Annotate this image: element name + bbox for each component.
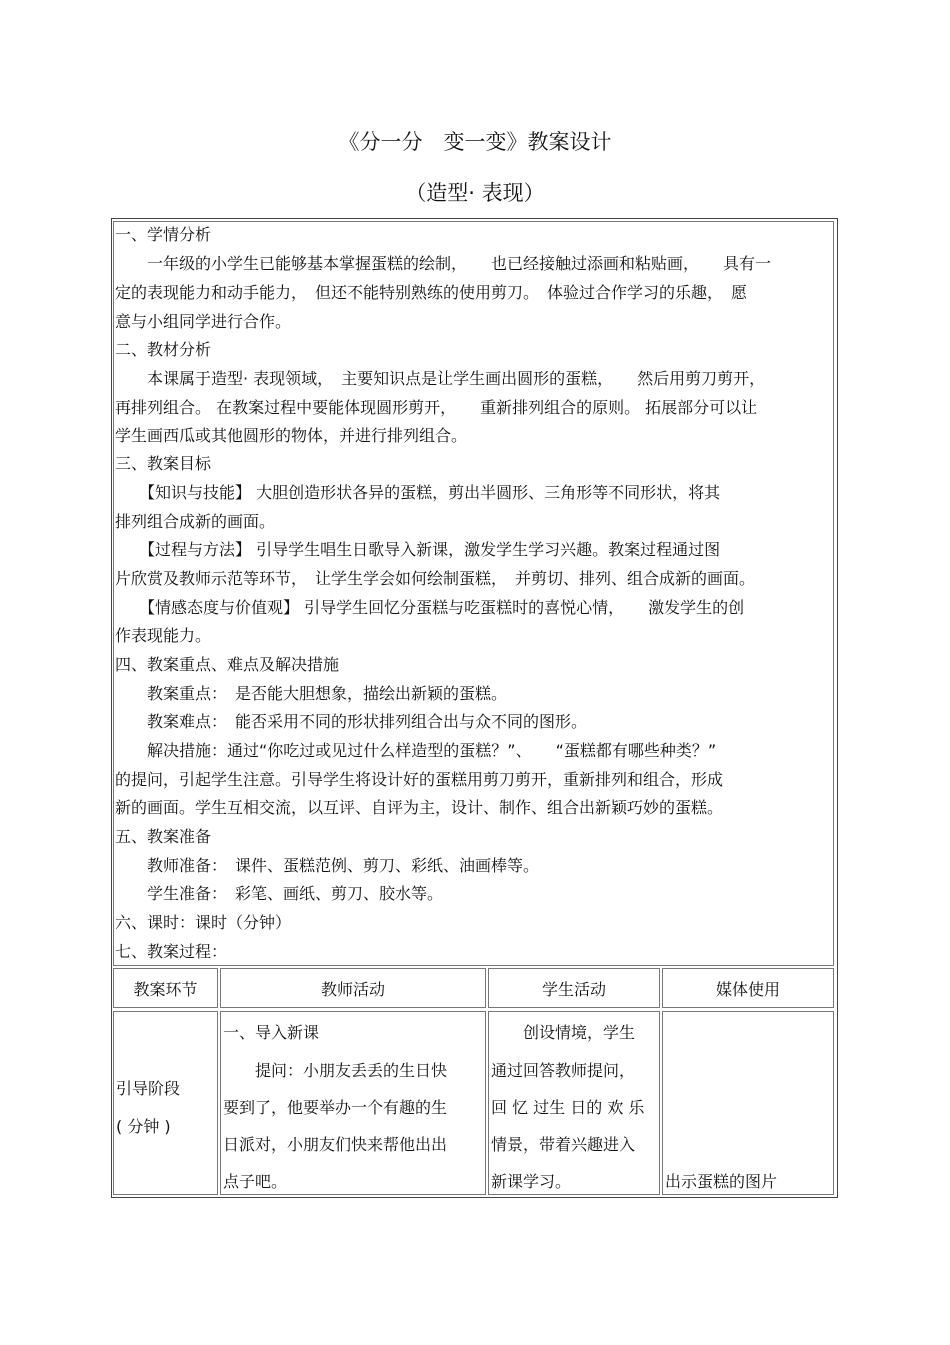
body-line: 新的画面。学生互相交流，以互评、自评为主，设计、制作、组合出新颖巧妙的蛋糕。 [115, 798, 724, 817]
body-line: 再排列组合。 在教案过程中要能体现圆形剪开， 重新排列组合的原则。 拓展部分可以让 [115, 398, 758, 417]
body-line: 教案难点： 能否采用不同的形状排列组合出与众不同的图形。 [115, 712, 588, 731]
body-line: 解决措施：通过“你吃过或见过什么样造型的蛋糕？”、 “蛋糕都有哪些种类？” [115, 741, 717, 760]
body-line: 意与小组同学进行合作。 [115, 312, 292, 331]
teacher-activity-line: 提问：小朋友丢丢的生日快 [223, 1061, 448, 1080]
section-heading: 七、教案过程： [115, 942, 228, 961]
body-line: 【过程与方法】 引导学生唱生日歌导入新课，激发学生学习兴趣。教案过程通过图 [115, 540, 721, 559]
section-heading: 二、教材分析 [115, 340, 212, 359]
body-line: 学生画西瓜或其他圆形的物体，并进行排列组合。 [115, 426, 468, 445]
section-heading: 六、课时：课时（分钟） [115, 913, 292, 932]
body-line: 教案重点： 是否能大胆想象，描绘出新颖的蛋糕。 [115, 684, 508, 703]
body-line: 的提问，引起学生注意。引导学生将设计好的蛋糕用剪刀剪开，重新排列和组合，形成 [115, 770, 724, 789]
body-line: 定的表现能力和动手能力， 但还不能特别熟练的使用剪刀。 体验过合作学习的乐趣， 愿 [115, 283, 748, 302]
table-header-cell: 学生活动 [488, 968, 660, 1008]
student-activity-line: 通过回答教师提问， [491, 1061, 636, 1080]
section-heading: 五、教案准备 [115, 827, 212, 846]
stage-duration: ( 分钟 ) [116, 1117, 171, 1136]
section-heading: 四、教案重点、难点及解决措施 [115, 655, 340, 674]
teacher-activity-line: 点子吧。 [223, 1172, 288, 1191]
student-activity-line: 新课学习。 [491, 1172, 572, 1191]
student-activity-line: 回 忆 过生 日的 欢 乐 [491, 1098, 645, 1117]
table-cell-stage [113, 1011, 218, 1195]
table-header-cell: 教师活动 [220, 968, 486, 1008]
body-line: 【情感态度与价值观】 引导学生回忆分蛋糕与吃蛋糕时的喜悦心情， 激发学生的创 [115, 598, 745, 617]
table-cell-media [662, 1011, 834, 1195]
media-usage: 出示蛋糕的图片 [665, 1172, 778, 1191]
body-line: 作表现能力。 [115, 626, 212, 645]
body-line: 排列组合成新的画面。 [115, 512, 276, 531]
section-heading: 三、教案目标 [115, 454, 212, 473]
document-subtitle: （造型· 表现） [405, 181, 545, 205]
body-line: 本课属于造型· 表现领域， 主要知识点是让学生画出圆形的蛋糕， 然后用剪刀剪开， [115, 369, 766, 388]
student-activity-line: 情景，带着兴趣进入 [491, 1135, 636, 1154]
teacher-activity-line: 一、导入新课 [223, 1023, 320, 1042]
table-header-cell: 媒体使用 [662, 968, 834, 1008]
document-title: 《分一分 变一变》教案设计 [338, 130, 612, 154]
teacher-activity-line: 日派对，小朋友们快来帮他出出 [223, 1135, 448, 1154]
table-cell-student [488, 1011, 660, 1195]
body-line: 学生准备： 彩笔、画纸、剪刀、胶水等。 [115, 884, 444, 903]
stage-name: 引导阶段 [116, 1079, 181, 1098]
body-line: 片欣赏及教师示范等环节， 让学生学会如何绘制蛋糕， 并剪切、排列、组合成新的画面。 [115, 569, 756, 588]
body-line: 一年级的小学生已能够基本掌握蛋糕的绘制， 也已经接触过添画和粘贴画， 具有一 [115, 254, 772, 273]
body-line: 【知识与技能】 大胆创造形状各异的蛋糕，剪出半圆形、三角形等不同形状，将其 [115, 483, 721, 502]
body-line: 教师准备： 课件、蛋糕范例、剪刀、彩纸、油画棒等。 [115, 856, 540, 875]
table-cell-teacher [220, 1011, 486, 1195]
teacher-activity-line: 要到了，他要举办一个有趣的生 [223, 1098, 448, 1117]
student-activity-line: 创设情境，学生 [491, 1023, 636, 1042]
table-header-cell: 教案环节 [113, 968, 218, 1008]
section-heading: 一、学情分析 [115, 225, 212, 244]
